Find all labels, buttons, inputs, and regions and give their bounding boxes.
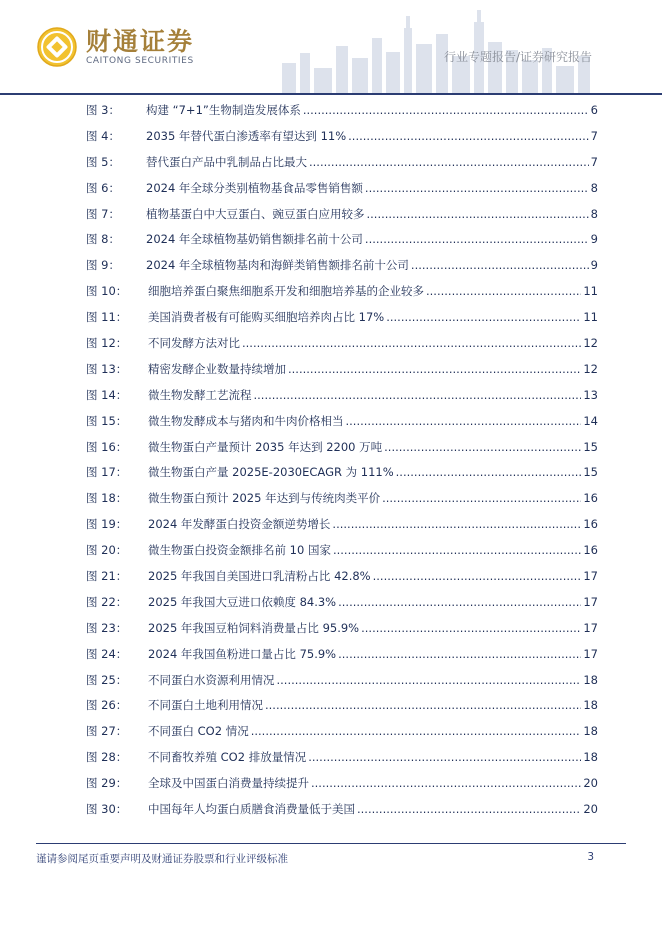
dot-leader [367, 207, 589, 221]
dot-leader [242, 336, 581, 350]
figure-title: 2024 年全球分类别植物基食品零售销售额 [146, 180, 363, 195]
figure-page-number: 18 [583, 672, 598, 687]
dot-leader [311, 776, 581, 790]
dot-leader [333, 543, 581, 557]
toc-entry[interactable] [86, 181, 598, 207]
figure-page-number: 16 [583, 543, 598, 558]
disclaimer-note: 谨请参阅尾页重要声明及财通证券股票和行业评级标准 [36, 853, 288, 865]
dot-leader [382, 491, 581, 505]
toc-entry[interactable] [86, 362, 598, 388]
dot-leader [365, 181, 589, 195]
figure-page-number: 18 [583, 724, 598, 739]
figure-page-number: 16 [583, 491, 598, 506]
page-number: 3 [587, 851, 594, 863]
toc-entry[interactable] [86, 129, 598, 155]
dot-leader [365, 232, 589, 246]
figure-title: 美国消费者极有可能购买细胞培养肉占比 17% [148, 310, 385, 325]
dot-leader [346, 414, 582, 428]
dot-leader [348, 129, 589, 143]
figure-title: 不同发酵方法对比 [148, 336, 240, 351]
figure-page-number: 12 [583, 361, 598, 376]
figure-number: 图 5： [86, 154, 120, 169]
figure-number: 图 9： [86, 258, 120, 273]
report-type-label: 行业专题报告/证券研究报告 [443, 50, 592, 64]
figure-number: 图 19： [86, 517, 128, 532]
dot-leader [332, 517, 581, 531]
toc-entry[interactable] [86, 621, 598, 647]
figure-number: 图 6： [86, 180, 120, 195]
figure-page-number: 11 [583, 310, 598, 325]
figure-page-number: 8 [590, 180, 598, 195]
toc-entry[interactable] [86, 258, 598, 284]
dot-leader [254, 388, 582, 402]
figure-number: 图 24： [86, 646, 128, 661]
figure-title: 2024 年我国鱼粉进口量占比 75.9% [148, 646, 337, 661]
toc-entry[interactable] [86, 724, 598, 750]
figure-number: 图 3： [86, 103, 120, 117]
figure-number: 图 23： [86, 620, 128, 635]
toc-entry[interactable] [86, 388, 598, 414]
toc-entry[interactable] [86, 802, 598, 828]
figure-number: 图 11： [86, 310, 128, 325]
toc-entry[interactable] [86, 103, 598, 129]
figure-title: 微生物蛋白产量 2025E-2030ECAGR 为 111% [148, 465, 394, 480]
figure-number: 图 8： [86, 232, 120, 247]
figure-page-number: 7 [590, 154, 598, 169]
toc-entry[interactable] [86, 284, 598, 310]
toc-entry[interactable] [86, 595, 598, 621]
figure-number: 图 26： [86, 698, 128, 713]
toc-entry[interactable] [86, 543, 598, 569]
figure-title: 2035 年替代蛋白渗透率有望达到 11% [146, 128, 347, 143]
dot-leader [396, 465, 582, 479]
figure-title: 微生物蛋白投资金额排名前 10 国家 [148, 543, 331, 558]
logo-english-name: CAITONG SECURITIES [86, 55, 194, 66]
figure-title: 2024 年全球植物基奶销售额排名前十公司 [146, 232, 363, 247]
toc-entry[interactable] [86, 232, 598, 258]
toc-entry[interactable] [86, 155, 598, 181]
figure-number: 图 15： [86, 413, 128, 428]
dot-leader [373, 569, 582, 583]
figure-page-number: 18 [583, 698, 598, 713]
figure-page-number: 14 [583, 413, 598, 428]
toc-entry[interactable] [86, 440, 598, 466]
dot-leader [357, 802, 581, 816]
dot-leader [338, 595, 581, 609]
figure-number: 图 17： [86, 465, 128, 480]
figure-page-number: 11 [583, 284, 598, 299]
figure-title: 细胞培养蛋白聚焦细胞系开发和细胞培养基的企业较多 [148, 284, 424, 299]
figure-page-number: 9 [590, 232, 598, 247]
figure-number: 图 28： [86, 750, 128, 765]
figure-page-number: 17 [583, 646, 598, 661]
dot-leader [308, 750, 581, 764]
figure-title: 2025 年我国自美国进口乳清粉占比 42.8% [148, 569, 371, 584]
toc-entry[interactable] [86, 465, 598, 491]
dot-leader [265, 698, 581, 712]
dot-leader [288, 362, 581, 376]
figure-page-number: 13 [583, 387, 598, 402]
dot-leader [338, 647, 581, 661]
figure-title: 2025 年我国豆粕饲料消费量占比 95.9% [148, 620, 360, 635]
figure-title: 2025 年我国大豆进口依赖度 84.3% [148, 594, 337, 609]
figure-number: 图 12： [86, 336, 128, 351]
figure-page-number: 20 [583, 802, 598, 817]
figure-title: 2024 年全球植物基肉和海鲜类销售额排名前十公司 [146, 258, 409, 273]
figure-title: 微生物发酵成本与猪肉和牛肉价格相当 [148, 413, 344, 428]
dot-leader [386, 310, 581, 324]
figure-number: 图 30： [86, 802, 128, 817]
dot-leader [277, 673, 582, 687]
figure-title: 替代蛋白产品中乳制品占比最大 [146, 154, 307, 169]
figure-number: 图 7： [86, 206, 120, 221]
toc-entry[interactable] [86, 647, 598, 673]
figure-title: 构建 “7+1”生物制造发展体系 [146, 103, 301, 117]
dot-leader [384, 440, 581, 454]
company-logo [36, 26, 194, 68]
toc-entry[interactable] [86, 750, 598, 776]
figure-number: 图 25： [86, 672, 128, 687]
figure-number: 图 13： [86, 361, 128, 376]
figure-page-number: 9 [590, 258, 598, 273]
toc-entry[interactable] [86, 698, 598, 724]
figure-number: 图 4： [86, 128, 120, 143]
caitong-coin-icon [36, 26, 78, 68]
figure-title: 不同蛋白 CO2 情况 [148, 724, 249, 739]
figure-title: 微生物蛋白预计 2025 年达到与传统肉类平价 [148, 491, 381, 506]
figure-number: 图 16： [86, 439, 128, 454]
dot-leader [251, 724, 582, 738]
dot-leader [426, 284, 581, 298]
toc-entry[interactable] [86, 310, 598, 336]
figure-number: 图 14： [86, 387, 128, 402]
figure-title: 中国每年人均蛋白质膳食消费量低于美国 [148, 802, 355, 817]
toc-entry[interactable] [86, 517, 598, 543]
page-header [0, 0, 662, 96]
figure-page-number: 16 [583, 517, 598, 532]
figure-page-number: 18 [583, 750, 598, 765]
figure-page-number: 6 [590, 103, 598, 117]
figure-title: 精密发酵企业数量持续增加 [148, 361, 286, 376]
dot-leader [361, 621, 581, 635]
figure-number: 图 27： [86, 724, 128, 739]
figure-page-number: 7 [590, 128, 598, 143]
figure-number: 图 22： [86, 594, 128, 609]
figure-title: 微生物蛋白产量预计 2035 年达到 2200 万吨 [148, 439, 383, 454]
figure-title: 不同畜牧养殖 CO2 排放量情况 [148, 750, 307, 765]
figure-number: 图 29： [86, 776, 128, 791]
toc-entry[interactable] [86, 776, 598, 802]
dot-leader [411, 258, 589, 272]
footer-divider [36, 843, 626, 844]
figure-title: 不同蛋白土地利用情况 [148, 698, 263, 713]
figure-number: 图 10： [86, 284, 128, 299]
figure-page-number: 12 [583, 336, 598, 351]
figure-page-number: 15 [583, 465, 598, 480]
figure-page-number: 17 [583, 569, 598, 584]
figure-page-number: 15 [583, 439, 598, 454]
dot-leader [309, 155, 589, 169]
figure-page-number: 20 [583, 776, 598, 791]
figure-title: 2024 年发酵蛋白投资金额逆势增长 [148, 517, 331, 532]
toc-entry[interactable] [86, 491, 598, 517]
toc-entry[interactable] [86, 336, 598, 362]
figure-title: 植物基蛋白中大豆蛋白、豌豆蛋白应用较多 [146, 206, 365, 221]
figure-title: 不同蛋白水资源利用情况 [148, 672, 275, 687]
logo-chinese-name: 财通证券 [86, 26, 195, 56]
toc-entry[interactable] [86, 673, 598, 699]
figure-page-number: 17 [583, 594, 598, 609]
figure-title: 全球及中国蛋白消费量持续提升 [148, 776, 309, 791]
figure-list [86, 103, 598, 828]
toc-entry[interactable] [86, 414, 598, 440]
figure-number: 图 18： [86, 491, 128, 506]
toc-entry[interactable] [86, 569, 598, 595]
figure-number: 图 20： [86, 543, 128, 558]
figure-number: 图 21： [86, 569, 128, 584]
figure-page-number: 8 [590, 206, 598, 221]
header-divider [0, 93, 662, 95]
figure-page-number: 17 [583, 620, 598, 635]
toc-entry[interactable] [86, 207, 598, 233]
figure-title: 微生物发酵工艺流程 [148, 387, 252, 402]
dot-leader [303, 103, 589, 117]
